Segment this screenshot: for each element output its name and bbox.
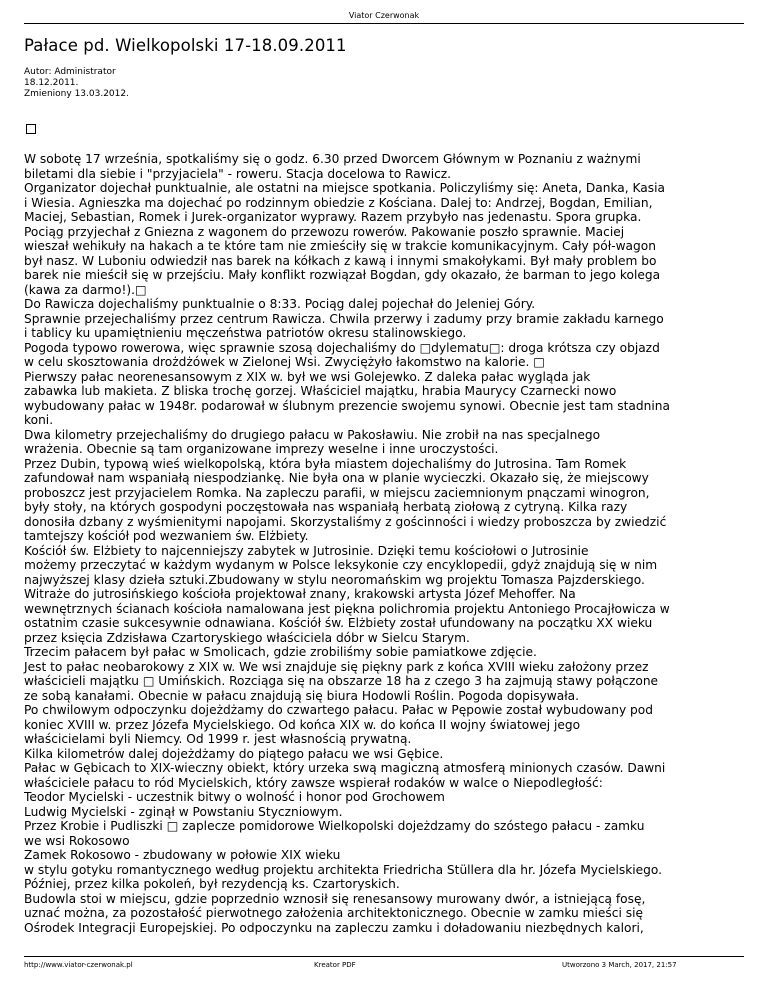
body-line: wieszał wehikuły na hakach a te które tam nie zmieściły się w trakcie komunikacyjnym. Cały pół-wagon — [24, 239, 656, 253]
body-line: właścicielami byli Niemcy. Od 1999 r. jest własnością prywatną. — [24, 732, 412, 746]
body-line: proboszcz jest przyjacielem Romka. Na zapleczu parafii, w miejscu zaciemnionym pnączami winogron, — [24, 485, 650, 500]
author-line: Autor: Administrator — [24, 67, 116, 77]
body-line: zafundował nam wspaniałą niespodziankę. Nie była ona w planie wycieczki. Okazało się, że miejscowy — [24, 471, 649, 485]
body-line: biletami dla siebie i "przyjaciela" - roweru. Stacja docelowa to Rawicz. — [24, 166, 452, 181]
body-line: Teodor Mycielski - uczestnik bitwy o wolność i honor pod Grochowem — [24, 790, 445, 804]
body-line: w celu skosztowania drożdżówek w Zielonej Wsi. Zwyciężyło łakomstwo na kalorie. □ — [24, 355, 545, 369]
footer-divider — [24, 956, 744, 957]
article-title: Pałace pd. Wielkopolski 17-18.09.2011 — [24, 36, 347, 55]
body-line: Pociąg przyjechał z Gniezna z wagonem do przewozu rowerów. Pakowanie poszło sprawnie. Maciej — [24, 224, 625, 239]
body-line: i tablicy ku upamiętnieniu męczeństwa patriotów okresu stalinowskiego. — [24, 326, 467, 340]
body-line: właściciele pałacu to ród Mycielskich, który zawsze wspierał rodaków w walce o Niepodległość: — [24, 775, 603, 790]
modified-date: Zmieniony 13.03.2012. — [24, 89, 129, 99]
body-line: (kawa za darmo!).□ — [24, 282, 147, 297]
body-line: najwyższej klasy dzieła sztuki.Zbudowany w stylu neoromańskim wg projektu Tomasza Pajzderskiego. — [24, 572, 645, 587]
body-line: wybudowany pałac w 1948r. podarował w ślubnym prezencie swojemu synowi. Obecnie jest tam stadnina — [24, 398, 670, 413]
body-line: Jest to pałac neobarokowy z XIX w. We wsi znajduje się piękny park z końca XVIII wieku założony przez — [24, 659, 649, 674]
body-line: Pierwszy pałac neorenesansowym z XIX w. był we wsi Golejewko. Z daleka pałac wygląda jak — [24, 369, 591, 384]
footer-generator: Kreator PDF — [314, 961, 356, 969]
body-line: Witraże do jutrosińskiego kościoła projektował znany, krakowski artysta Józef Mehoffer. Na — [24, 587, 576, 601]
body-line: Organizator dojechał punktualnie, ale ostatni na miejsce spotkania. Policzyliśmy się: Aneta, Danka, Kasia — [24, 181, 665, 195]
body-line: Pałac w Gębicach to XIX-wieczny obiekt, który urzeka swą magiczną atmosferą minionych czasów. Dawni — [24, 761, 666, 775]
body-line: ze sobą kanałami. Obecnie w pałacu znajdują się biura Hodowli Roślin. Pogoda dopisywała. — [24, 688, 580, 703]
body-line: Do Rawicza dojechaliśmy punktualnie o 8:33. Pociąg dalej pojechał do Jeleniej Góry. — [24, 297, 536, 311]
body-line: w stylu gotyku romantycznego według projektu architekta Friedricha Stüllera dla hr. Józefa Mycielskiego. — [24, 862, 663, 877]
body-line: barek nie mieścił się w przejściu. Mały konflikt rozwiązał Bogdan, gdy okazało, że barman to jego kolega — [24, 268, 661, 282]
body-line: Pogoda typowo rowerowa, więc sprawnie szosą dojechaliśmy do □dylematu□: droga krótsza czy objazd — [24, 340, 660, 355]
footer-timestamp: Utworzono 3 March, 2017, 21:57 — [562, 961, 677, 969]
article-meta — [24, 67, 129, 100]
body-line: we wsi Rokosowo — [24, 833, 130, 848]
body-line: Po chwilowym odpoczynku dojeżdżamy do czwartego pałacu. Pałac w Pępowie został wybudowany pod — [24, 703, 653, 717]
body-line: Przez Dubin, typową wieś wielkopolską, która była miastem dojechaliśmy do Jutrosina. Tam Romek — [24, 456, 627, 471]
article-body — [24, 152, 744, 935]
body-line: i Wiesia. Agnieszka ma dojechać po rodzinnym obiedzie z Kościana. Dalej to: Andrzej, Bogdan, Emilian, — [24, 195, 653, 210]
body-line: były stoły, na których gospodyni poczęstowała nas wspaniałą herbatą ziołową z cytryną. Kilka razy — [24, 500, 628, 514]
body-line: Ludwig Mycielski - zginął w Powstaniu Styczniowym. — [24, 804, 343, 819]
body-line: Kilka kilometrów dalej dojeżdżamy do piątego pałacu we wsi Gębice. — [24, 746, 444, 761]
body-line: Kościół św. Elżbiety to najcenniejszy zabytek w Jutrosinie. Dzięki temu kościołowi o Jutrosinie — [24, 543, 589, 558]
body-line: Zamek Rokosowo - zbudowany w połowie XIX wieku — [24, 848, 341, 862]
body-line: Ośrodek Integracji Europejskiej. Po odpoczynku na zapleczu zamku i doładowaniu niezbędnych kalori, — [24, 920, 644, 935]
body-line: W sobotę 17 września, spotkaliśmy się o godz. 6.30 przed Dworcem Głównym w Poznaniu z ważnymi — [24, 152, 641, 166]
body-line: wrażenia. Obecnie są tam organizowane imprezy weselne i inne uroczystości. — [24, 442, 499, 456]
footer-url-link[interactable]: http://www.viator-czerwonak.pl — [24, 961, 133, 969]
created-date: 18.12.2011. — [24, 78, 79, 88]
body-line: wewnętrznych ścianach kościoła namalowana jest piękna polichromia projektu Antoniego Procajłowicza w — [24, 601, 670, 616]
body-line: Przez Krobie i Pudliszki □ zaplecze pomidorowe Wielkopolski dojeżdzamy do szóstego pałacu - zamku — [24, 819, 645, 833]
body-line: Budowla stoi w miejscu, gdzie poprzednio wznosił się renesansowy murowany dwór, a istniejącą fosę, — [24, 891, 646, 906]
body-line: Trzecim pałacem był pałac w Smolicach, gdzie zrobiliśmy sobie pamiatkowe zdjęcie. — [24, 645, 537, 659]
body-line: zabawka lub makieta. Z bliska trochę gorzej. Właściciel majątku, hrabia Maurycy Czarnecki nowo — [24, 384, 617, 398]
site-header: Viator Czerwonak — [348, 11, 420, 20]
body-line: koniec XVIII w. przez Józefa Mycielskiego. Od końca XIX w. do końca II wojny światowej jego — [24, 717, 581, 732]
body-line: tamtejszy kościół pod wezwaniem św. Elżbiety. — [24, 529, 309, 543]
body-line: donosiła dzbany z wyśmienitymi napojami. Skorzystaliśmy z gościnności i wiedzy proboszcza by zwiedzić — [24, 514, 667, 529]
body-line: możemy przeczytać w każdym wydanym w Polsce leksykonie czy encyklopedii, gdyż znajdują się w nim — [24, 558, 658, 572]
body-line: Dwa kilometry przejechaliśmy do drugiego pałacu w Pakosławiu. Nie zrobił na nas specjalnego — [24, 427, 601, 442]
body-line: uznać można, za pozostałość pierwotnego założenia architektonicznego. Obecnie w zamku mieści się — [24, 906, 643, 920]
body-line: był nasz. W Luboniu odwiedził nas barek na kółkach z kawą i innymi smakołykami. Był mały problem bo — [24, 253, 657, 268]
body-line: Później, przez kilka pokoleń, był rezydencją ks. Czartoryskich. — [24, 877, 400, 891]
body-line: Maciej, Sebastian, Romek i Jurek-organizator wyprawy. Razem przybyło nas jedenastu. Spora grupka. — [24, 210, 642, 224]
body-line: przez księcia Zdzisława Czartoryskiego właściciela dóbr w Sielcu Starym. — [24, 630, 470, 645]
body-line: koni. — [24, 413, 54, 427]
header-divider — [24, 23, 744, 24]
missing-image-icon — [26, 124, 36, 134]
body-line: właścicieli majątku □ Umińskich. Rozciąga się na obszarze 18 ha z czego 3 ha zajmują stawy połączone — [24, 674, 659, 688]
body-line: Sprawnie przejechaliśmy przez centrum Rawicza. Chwila przerwy i zadumy przy bramie zakładu karnego — [24, 311, 664, 326]
body-line: ostatnim czasie sukcesywnie odnawiana. Kościół św. Elżbiety został ufundowany na początku XX wieku — [24, 616, 653, 630]
